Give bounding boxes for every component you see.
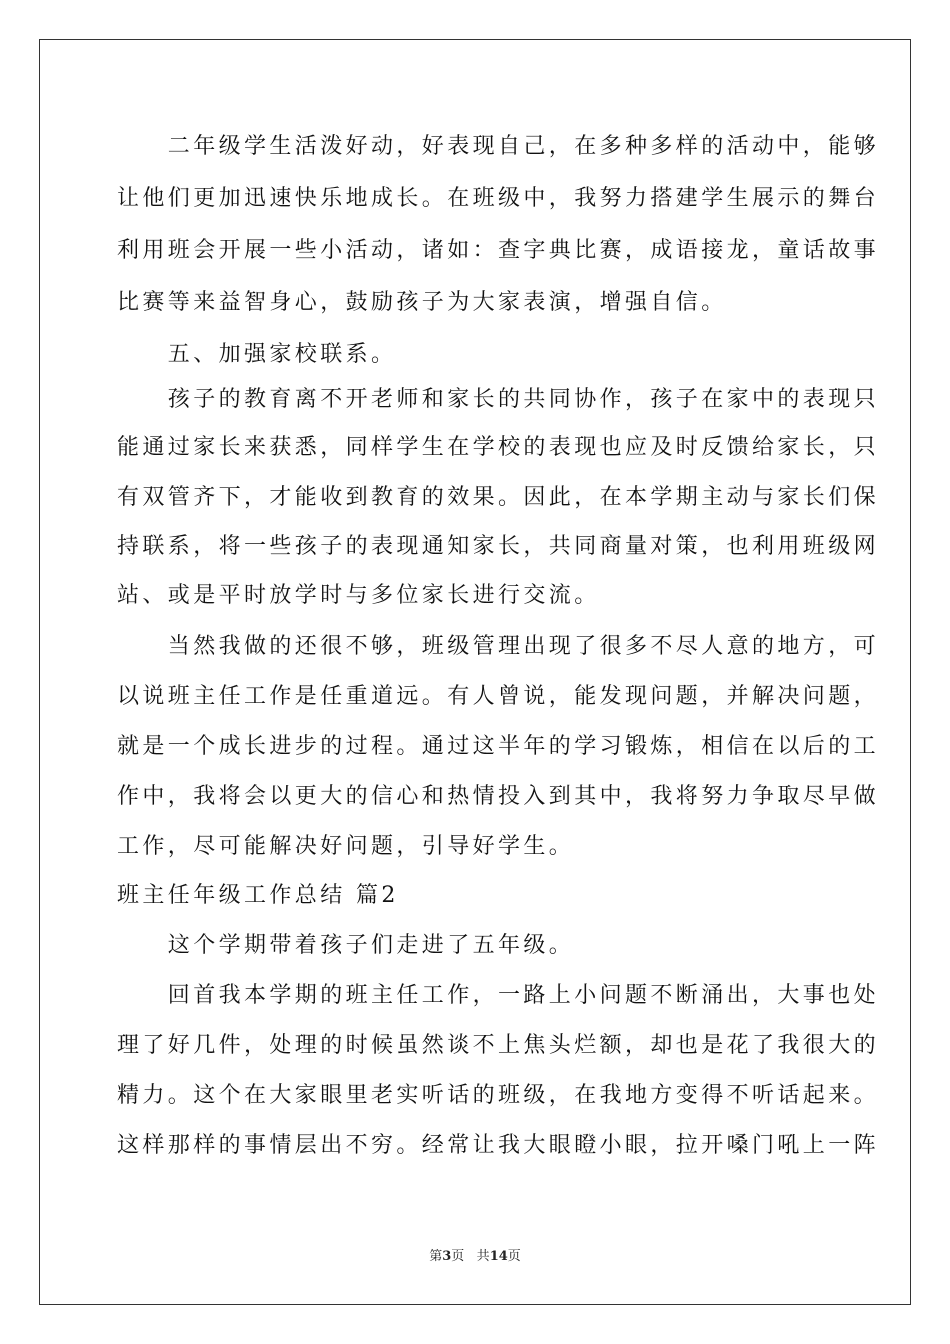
text-line-19: 理了好几件，处理的时候虽然谈不上焦头烂额，却也是花了我很大的 <box>117 1033 880 1058</box>
text-line-12: 以说班主任工作是任重道远。有人曾说，能发现问题，并解决问题， <box>117 684 880 709</box>
text-line-18: 回首我本学期的班主任工作，一路上小问题不断涌出，大事也处 <box>117 983 880 1008</box>
text-line-10: 站、或是平时放学时与多位家长进行交流。 <box>117 583 600 608</box>
total-prefix: 共 <box>476 1249 490 1264</box>
page-suffix: 页 <box>451 1249 465 1264</box>
text-line-11: 当然我做的还很不够，班级管理出现了很多不尽人意的地方，可 <box>117 634 880 659</box>
section-heading-5: 五、加强家校联系。 <box>117 342 397 367</box>
page-current: 3 <box>442 1249 452 1264</box>
text-line-3: 利用班会开展一些小活动，诸如：查字典比赛，成语接龙，童话故事 <box>117 238 880 263</box>
text-line-15: 工作，尽可能解决好问题，引导好学生。 <box>117 834 575 859</box>
page-footer <box>0 1248 950 1266</box>
text-line-1: 二年级学生活泼好动，好表现自己，在多种多样的活动中，能够 <box>117 134 880 159</box>
text-line-17: 这个学期带着孩子们走进了五年级。 <box>117 933 575 958</box>
text-line-6: 孩子的教育离不开老师和家长的共同协作，孩子在家中的表现只 <box>117 387 880 412</box>
text-line-7: 能通过家长来获悉，同样学生在学校的表现也应及时反馈给家长，只 <box>117 435 880 460</box>
text-line-21: 这样那样的事情层出不穷。经常让我大眼瞪小眼，拉开嗓门吼上一阵 <box>117 1133 880 1158</box>
page-prefix: 第 <box>429 1249 443 1264</box>
article-title: 班主任年级工作总结 篇2 <box>117 883 399 908</box>
text-line-4: 比赛等来益智身心，鼓励孩子为大家表演，增强自信。 <box>117 290 727 315</box>
text-line-8: 有双管齐下，才能收到教育的效果。因此，在本学期主动与家长们保 <box>117 485 880 510</box>
text-line-13: 就是一个成长进步的过程。通过这半年的学习锻炼，相信在以后的工 <box>117 734 880 759</box>
text-line-2: 让他们更加迅速快乐地成长。在班级中，我努力搭建学生展示的舞台 <box>117 186 880 211</box>
text-line-20: 精力。这个在大家眼里老实听话的班级，在我地方变得不听话起来。 <box>117 1083 880 1108</box>
total-suffix: 页 <box>507 1249 521 1264</box>
text-line-9: 持联系，将一些孩子的表现通知家长，共同商量对策，也利用班级网 <box>117 534 880 559</box>
page-total: 14 <box>489 1249 508 1264</box>
text-line-14: 作中，我将会以更大的信心和热情投入到其中，我将努力争取尽早做 <box>117 784 880 809</box>
